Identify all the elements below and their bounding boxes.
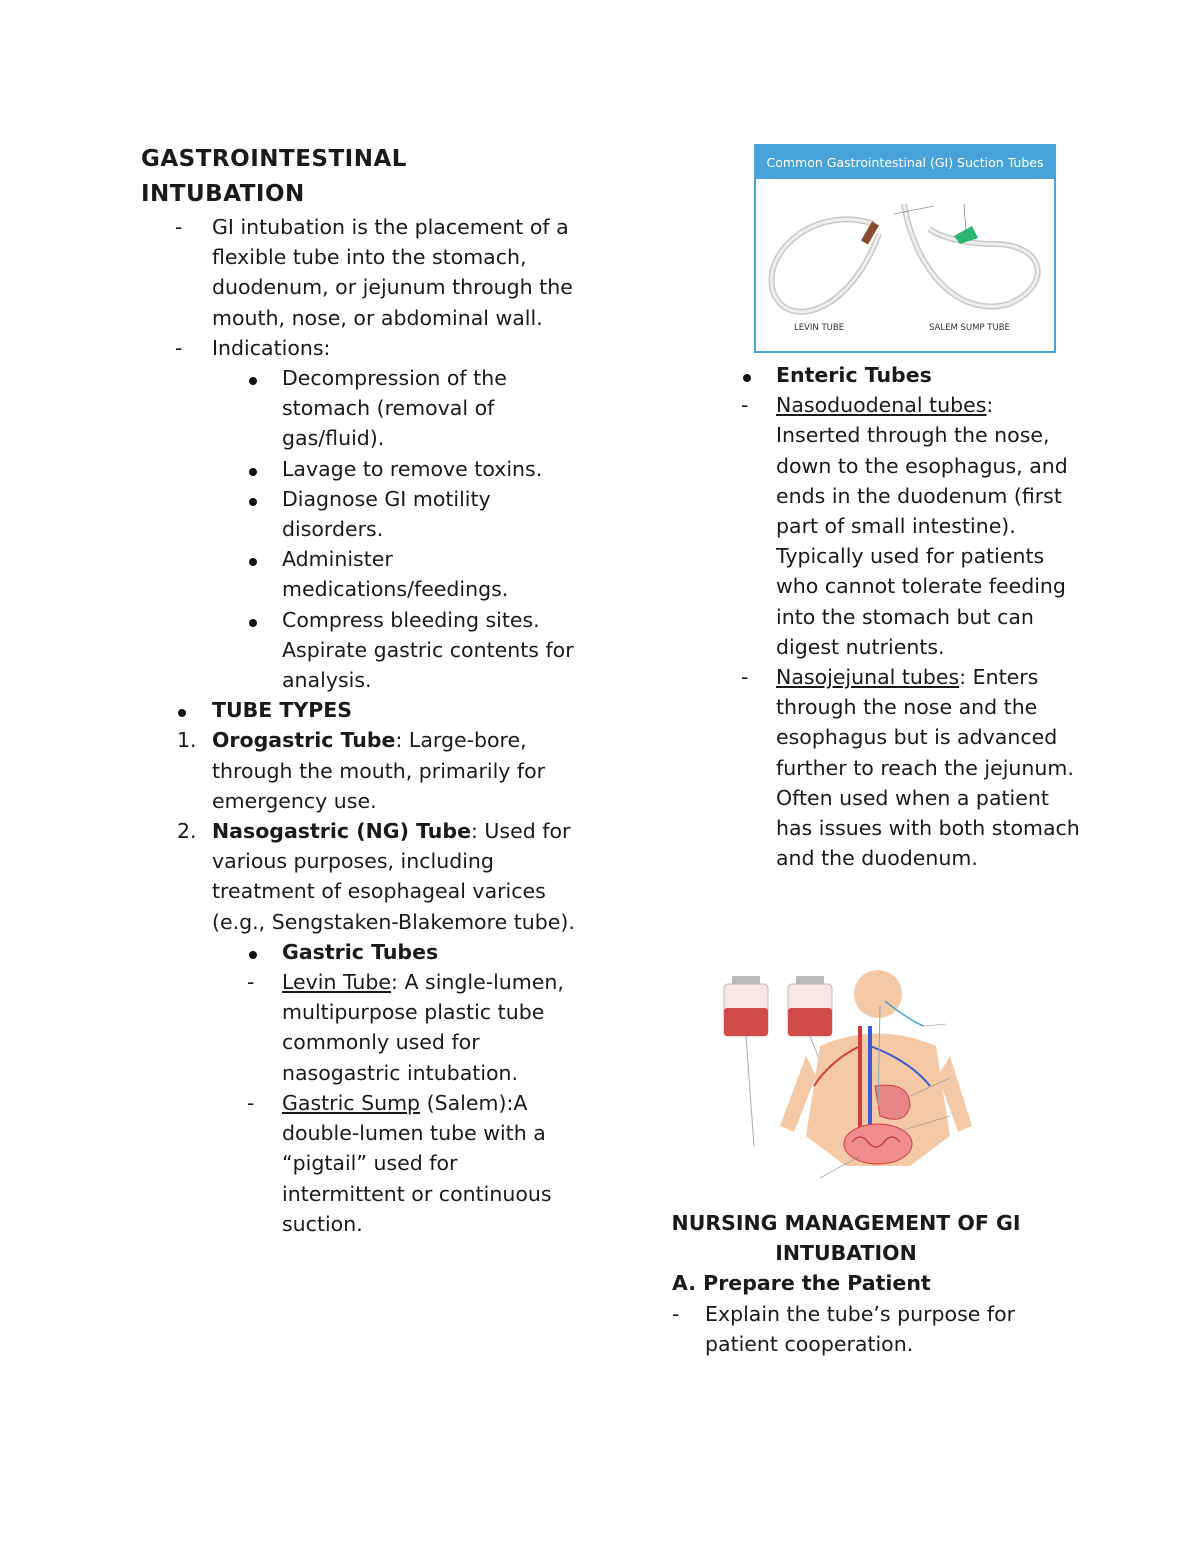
tube-name: Orogastric Tube — [212, 728, 396, 753]
bullet-marker — [249, 484, 279, 514]
bullet-marker — [249, 454, 279, 484]
parenteral-bag-2-cap — [796, 976, 824, 984]
bullet-marker — [249, 363, 279, 393]
gastric-tube-name: Gastric Sump — [282, 1090, 421, 1115]
gastric-tube-item — [141, 967, 581, 1088]
bullet-marker — [249, 937, 279, 967]
parenteral-bag-1-cap — [732, 976, 760, 984]
figure-title: Common Gastrointestinal (GI) Suction Tubes — [766, 155, 1044, 170]
dash-marker: - — [741, 665, 749, 690]
tube-desc: : Used for various purposes, including treatment of esophageal varices (e.g., Sengstaken-Blakemore tube). — [212, 819, 575, 934]
indication-list-item — [141, 544, 581, 604]
nursing-management-section — [640, 1208, 1052, 1359]
suction-tubes-illustration — [754, 144, 1056, 353]
gastric-tube-item — [141, 1088, 581, 1239]
feeding-routes-illustration — [710, 966, 980, 1198]
intestines — [844, 1124, 912, 1164]
dash-marker: - — [175, 335, 183, 360]
indication-text: Lavage to remove toxins. — [282, 456, 543, 481]
tube-desc: : Large-bore, through the mouth, primarily for emergency use. — [212, 728, 546, 813]
dash-marker: - — [672, 1301, 680, 1326]
gastric-tube-name: Levin Tube — [282, 970, 392, 995]
levin-tube-label: LEVIN TUBE — [794, 323, 845, 333]
gastric-tube-desc: (Salem):A double-lumen tube with a “pigtail” used for intermittent or continuous suction. — [282, 1090, 552, 1236]
step-a-heading: A. Prepare the Patient — [672, 1271, 931, 1296]
dash-marker: - — [741, 393, 749, 418]
tube-type-item — [141, 725, 581, 816]
indications-item — [141, 333, 581, 363]
indications-label: Indications: — [212, 335, 331, 360]
salem-tube-label: SALEM SUMP TUBE — [929, 323, 1010, 333]
indication-text: Decompression of the stomach (removal of gas/fluid). — [282, 366, 507, 451]
intro-item — [141, 212, 581, 333]
enteric-tubes-label: Enteric Tubes — [776, 363, 932, 387]
intro-text: GI intubation is the placement of a flexible tube into the stomach, duodenum, or jejunum through the mouth, nose, or abdominal wall. — [212, 215, 573, 330]
gastric-tubes-label: Gastric Tubes — [282, 939, 439, 964]
nursing-title-line-2: INTUBATION — [775, 1241, 917, 1266]
document-title — [141, 142, 581, 212]
indication-list-item — [141, 454, 581, 484]
enteric-tubes-heading — [740, 360, 1080, 390]
indication-list-item — [141, 363, 581, 454]
tube-name: Nasogastric (NG) Tube — [212, 819, 471, 844]
enteric-tube-item — [740, 390, 1080, 662]
tube-type-item — [141, 816, 581, 937]
enteric-tube-name: Nasojejunal tubes — [776, 665, 960, 690]
bullet-marker — [743, 360, 773, 390]
left-column — [141, 142, 581, 1239]
bullet-marker — [178, 695, 208, 725]
dash-marker: - — [247, 1090, 255, 1115]
enteric-tube-desc: : Inserted through the nose, down to the esophagus, and ends in the duodenum (first part of small intestine). Typically used for patients who cannot tolerate feeding into the stomach but can digest nutrients. — [776, 393, 1068, 659]
tube-types-label: TUBE TYPES — [212, 698, 353, 723]
right-column — [740, 360, 1080, 873]
step-a-text: Explain the tube’s purpose for patient cooperation. — [705, 1301, 1016, 1356]
dash-marker: - — [175, 215, 183, 239]
step-a-item — [640, 1299, 1052, 1359]
indication-list-item — [141, 484, 581, 544]
indication-text: Compress bleeding sites. Aspirate gastric contents for analysis. — [282, 607, 574, 693]
bullet-marker — [249, 544, 279, 574]
enteric-tube-item — [740, 662, 1080, 873]
enteric-tube-desc: : Enters through the nose and the esophagus but is advanced further to reach the jejunum. Often used when a patient has issues with both stomach and the duodenum. — [776, 665, 1080, 871]
gastric-tube-desc: : A single-lumen, multipurpose plastic tube commonly used for nasogastric intubation. — [282, 970, 564, 1085]
indication-list-item — [141, 605, 581, 696]
dash-marker: - — [247, 970, 255, 995]
title-line-2: INTUBATION — [141, 181, 305, 207]
indication-text: Diagnose GI motility disorders. — [282, 486, 491, 542]
indication-text: Administer medications/feedings. — [282, 547, 509, 602]
gastric-tubes-heading — [141, 937, 581, 967]
list-number: 2. — [177, 819, 197, 844]
enteric-feeding-figure — [710, 966, 980, 1198]
tube-types-heading — [141, 695, 581, 725]
title-line-1: GASTROINTESTINAL — [141, 146, 407, 172]
enteric-tube-name: Nasoduodenal tubes — [776, 393, 987, 418]
nursing-title-line-1: NURSING MANAGEMENT OF GI — [671, 1211, 1021, 1235]
list-number: 1. — [177, 728, 197, 753]
suction-tubes-figure — [754, 144, 1056, 353]
bullet-marker — [249, 605, 279, 635]
nursing-title — [640, 1208, 1052, 1268]
head — [854, 970, 902, 1018]
